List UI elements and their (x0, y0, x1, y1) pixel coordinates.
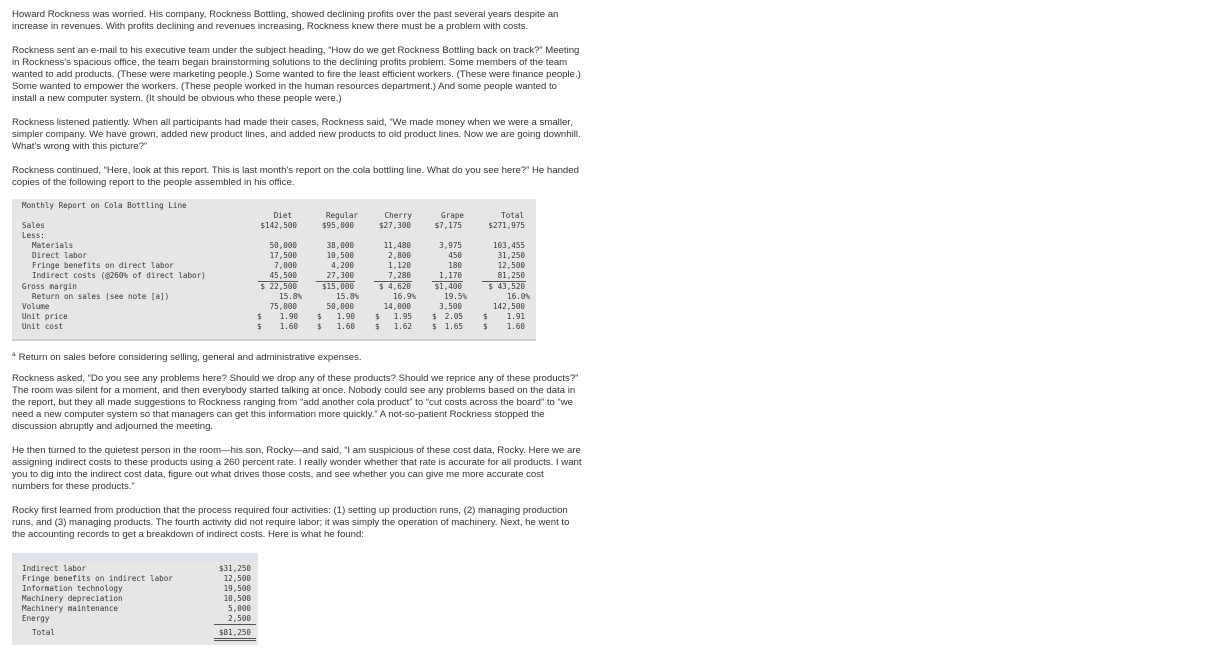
cell-materials-diet: 50,000 (269, 241, 297, 250)
dollar-sign: $ (375, 322, 380, 331)
cell-volume-cherry: 14,000 (383, 302, 411, 311)
dollar-sign: $ (257, 312, 262, 321)
dollar-sign: $ (257, 322, 262, 331)
cell-ros-diet: 15.8% (279, 292, 302, 301)
cell-price-cherry: 1.95 (393, 312, 412, 321)
cell-direct-labor-diet: 17,500 (269, 251, 297, 260)
cell-indirect-cherry: 7,280 (388, 271, 411, 280)
cell-gm-grape: $1,400 (434, 282, 462, 291)
dollar-sign: $ (483, 322, 488, 331)
cell-cost-diet: 1.60 (279, 322, 298, 331)
cost-label-indirect-labor: Indirect labor (22, 564, 87, 573)
cell-volume-total: 142,500 (492, 302, 525, 311)
cell-fringe-cherry: 1,120 (388, 261, 411, 270)
cell-fringe-regular: 4,200 (331, 261, 354, 270)
row-label-direct-labor: Direct labor (32, 251, 87, 260)
dollar-sign: $ (375, 312, 380, 321)
col-header-regular: Regular (325, 211, 358, 220)
row-label-gross-margin: Gross margin (22, 282, 77, 291)
dollar-sign: $ (483, 312, 488, 321)
row-label-unit-price: Unit price (22, 312, 68, 321)
cost-value-total: $81,250 (218, 628, 251, 637)
col-header-grape: Grape (441, 211, 464, 220)
cell-gm-cherry: $ 4,620 (378, 282, 411, 291)
cost-label-energy: Energy (22, 614, 50, 623)
cell-volume-grape: 3,500 (439, 302, 462, 311)
cell-sales-grape: $7,175 (434, 221, 462, 230)
cell-price-total: 1.91 (506, 312, 525, 321)
cell-volume-diet: 75,000 (269, 302, 297, 311)
cell-cost-grape: 1.65 (444, 322, 463, 331)
cost-value-energy: 2,500 (228, 614, 251, 623)
footnote-text: Return on sales before considering selling, general and administrative expenses. (18, 352, 362, 363)
cell-fringe-total: 12,500 (497, 261, 525, 270)
row-label-fringe-benefits: Fringe benefits on direct labor (32, 261, 174, 270)
cell-ros-regular: 15.8% (336, 292, 359, 301)
paragraph-activities: Rocky first learned from production that the process required four activities: (1) setting up production runs, (2) managing production runs, and (3) managing products. The fourth activity did not require labor; it was simply the operation of machinery. Next, he went to the accounting records to get a breakdown of indirect costs. Here is what he found: (12, 505, 570, 540)
col-header-diet: Diet (273, 211, 292, 220)
row-label-materials: Materials (32, 241, 74, 250)
cost-label-fringe-indirect: Fringe benefits on indirect labor (22, 574, 173, 583)
col-header-cherry: Cherry (384, 211, 412, 220)
paragraph-rocky: He then turned to the quietest person in the room—his son, Rocky—and said, “I am suspicious of these cost data, Rocky. Here we are assigning indirect costs to these products using a 260 percent rate. I really wonder whether that rate is accurate for all products. I want you to dig into the indirect cost data, figure out what drives those costs, and see whether you can give me more accurate cost numbers for these products.” (12, 445, 582, 492)
cost-value-information-technology: 19,500 (223, 584, 251, 593)
cell-cost-total: 1.60 (506, 322, 525, 331)
total-double-rule-2 (214, 640, 256, 641)
cell-ros-cherry: 16.9% (393, 292, 416, 301)
dollar-sign: $ (432, 322, 437, 331)
cell-sales-diet: $142,500 (260, 221, 297, 230)
cell-gm-total: $ 43,520 (488, 282, 525, 291)
cell-indirect-regular: 27,300 (326, 271, 354, 280)
cell-fringe-grape: 180 (448, 261, 462, 270)
cell-cost-regular: 1.60 (336, 322, 355, 331)
indirect-cost-table-header (12, 553, 258, 562)
cost-value-indirect-labor: $31,250 (218, 564, 251, 573)
cell-materials-grape: 3,975 (439, 241, 462, 250)
cell-indirect-diet: 45,500 (269, 271, 297, 280)
cell-price-grape: 2.05 (444, 312, 463, 321)
cell-sales-regular: $95,000 (321, 221, 354, 230)
paragraph-discussion: Rockness asked, “Do you see any problems here? Should we drop any of these products? Should we reprice any of these products?” The room was silent for a moment, and then everybody started talking at once. Nobody could see any problems based on the data in the report, but they all made suggestions to Rockness ranging from “add another cola product” to “cut costs across the board” to “we need a new computer system so that managers can get this information more quickly.” A not-so-patient Rockness stopped the discussion abruptly and adjourned the meeting. (12, 373, 579, 432)
cell-ros-total: 16.0% (507, 292, 530, 301)
total-rule (214, 624, 256, 625)
col-header-total: Total (501, 211, 524, 220)
cell-direct-labor-grape: 450 (448, 251, 462, 260)
cost-value-fringe-indirect: 12,500 (223, 574, 251, 583)
row-label-return-on-sales: Return on sales (see note [a]) (32, 292, 170, 301)
row-label-volume: Volume (22, 302, 50, 311)
paragraph-report-intro: Rockness continued, “Here, look at this report. This is last month's report on the cola bottling line. What do you see here?” He handed copies of the following report to the people assembled in his office. (12, 165, 579, 188)
cell-materials-regular: 38,000 (326, 241, 354, 250)
row-label-indirect-costs: Indirect costs (@260% of direct labor) (32, 271, 206, 280)
cell-ros-grape: 19.5% (444, 292, 467, 301)
row-label-sales: Sales (22, 221, 45, 230)
cell-gm-regular: $15,000 (321, 282, 354, 291)
cost-label-total: Total (32, 628, 55, 637)
cell-volume-regular: 50,000 (326, 302, 354, 311)
cell-gm-diet: $ 22,500 (260, 282, 297, 291)
cell-cost-cherry: 1.62 (393, 322, 412, 331)
cost-value-machinery-depreciation: 10,500 (223, 594, 251, 603)
paragraph-meeting: Rockness sent an e-mail to his executive team under the subject heading, “How do we get Rockness Bottling back on track?” Meeting in Rockness's spacious office, the team began brainstorming solutions to the declining profits problem. Some members of the team wanted to add products. (These were marketing people.) Some wanted to fire the least efficient workers. (These were finance people.) Some wanted to empower the workers. (These people worked in the human resources department.) And some people wanted to install a new computer system. (It should be obvious who these people were.) (12, 45, 581, 104)
cell-fringe-diet: 7,000 (274, 261, 297, 270)
dollar-sign: $ (432, 312, 437, 321)
cell-price-regular: 1.90 (336, 312, 355, 321)
row-label-unit-cost: Unit cost (22, 322, 64, 331)
paragraph-intro: Howard Rockness was worried. His company, Rockness Bottling, showed declining profits over the past several years despite an increase in revenues. With profits declining and revenues increasing, Rockness knew there must be a problem with costs. (12, 9, 559, 32)
cost-label-information-technology: Information technology (22, 584, 123, 593)
cell-indirect-total: 81,250 (497, 271, 525, 280)
footnote-marker: a (12, 351, 16, 358)
dollar-sign: $ (317, 312, 322, 321)
cost-label-machinery-depreciation: Machinery depreciation (22, 594, 123, 603)
report-footnote (12, 349, 362, 364)
cell-indirect-grape: 1,170 (439, 271, 462, 280)
dollar-sign: $ (317, 322, 322, 331)
cell-direct-labor-cherry: 2,800 (388, 251, 411, 260)
cost-value-machinery-maintenance: 5,000 (228, 604, 251, 613)
cell-sales-total: $271,975 (488, 221, 525, 230)
cell-direct-labor-regular: 10,500 (326, 251, 354, 260)
row-label-less: Less: (22, 231, 45, 240)
cost-label-machinery-maintenance: Machinery maintenance (22, 604, 119, 613)
total-double-rule-1 (214, 638, 256, 639)
cell-price-diet: 1.90 (279, 312, 298, 321)
paragraph-listened: Rockness listened patiently. When all participants had made their cases, Rockness said, “We made money when we were a smaller, simpler company. We have grown, added new product lines, and added new products to old product lines. Now we are going downhill. What's wrong with this picture?” (12, 117, 581, 152)
cell-materials-total: 103,455 (492, 241, 525, 250)
cell-sales-cherry: $27,300 (378, 221, 411, 230)
cell-materials-cherry: 11,480 (383, 241, 411, 250)
report-title: Monthly Report on Cola Bottling Line (22, 201, 187, 210)
cell-direct-labor-total: 31,250 (497, 251, 525, 260)
